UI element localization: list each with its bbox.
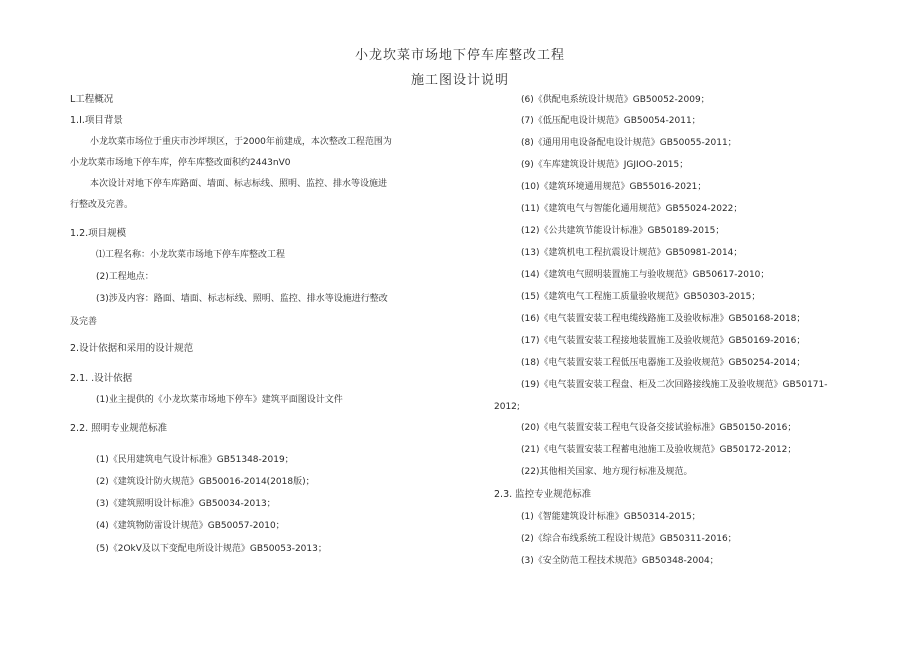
list-item: (7)《低压配电设计规范》GB50054-2011； [521,116,701,126]
list-item: (1)业主提供的《小龙坎菜市场地下停车》建筑平面图设计文件 [96,395,343,405]
document-subtitle: 施工图设计说明 [410,73,509,88]
list-item: (18)《电气装置安装工程低压电器施工及验收规范》GB50254-2014； [521,358,806,368]
list-item: (15)《建筑电气工程施工质量验收规范》GB50303-2015； [521,292,761,302]
list-item: (12)《公共建筑节能设计标准》GB50189-2015； [521,226,725,236]
paragraph-line: 本次设计对地下停车库路面、墙面、标志标线、照明、监控、排水等设施进 [90,179,388,189]
list-item: (14)《建筑电气照明装置施工与验收规范》GB50617-2010； [521,270,770,280]
paragraph-line: 小龙坎菜市场位于重庆市沙坪坝区，于2000年前建成，本次整改工程范围为 [90,137,392,147]
section-heading: L工程概况 [70,94,114,105]
list-item: (3)《建筑照明设计标准》GB50034-2013； [96,499,276,509]
list-item: (13)《建筑机电工程抗震设计规范》GB50981-2014； [521,248,743,258]
list-item: (1)《智能建筑设计标准》GB50314-2015； [521,512,701,522]
list-item: (16)《电气装置安装工程电缆线路施工及验收标准》GB50168-2018； [521,314,806,324]
list-item: (22)其他相关国家、地方现行标准及规范。 [521,467,693,477]
section-heading: 1.2.项目规模 [70,228,127,239]
section-heading: 2.设计依据和采用的设计规范 [70,343,194,354]
list-item: (2)《综合布线系统工程设计规范》GB50311-2016； [521,534,737,544]
list-item: 2012; [494,402,520,412]
list-item: (19)《电气装置安装工程盘、柜及二次回路接线施工及验收规范》GB50171- [521,380,828,390]
list-item: (5)《2OkV及以下变配电所设计规范》GB50053-2013； [96,544,327,554]
list-item: (11)《建筑电气与智能化通用规范》GB55024-2022； [521,204,743,214]
document-title: 小龙坎菜市场地下停车库整改工程 [354,48,565,63]
paragraph-line: 行整改及完善。 [70,200,134,210]
list-item: (20)《电气装置安装工程电气设备交接试验标准》GB50150-2016； [521,423,797,433]
list-item: (17)《电气装置安装工程接地装置施工及验收规范》GB50169-2016； [521,336,806,346]
list-item: (8)《通用用电设备配电设计规范》GB50055-2011； [521,138,737,148]
list-item: (2)《建筑设计防火规范》GB50016-2014(2018版)； [96,477,315,487]
list-item: (21)《电气装置安装工程蓄电池施工及验收规范》GB50172-2012； [521,445,797,455]
section-heading: 2.3. 监控专业规范标准 [494,489,592,500]
list-item: (10)《建筑环境通用规范》GB55016-2021； [521,182,707,192]
list-item: (9)《车库建筑设计规范》JGJIOO-2015； [521,160,689,170]
list-item: (4)《建筑物防雷设计规范》GB50057-2010； [96,521,285,531]
section-heading: 2.2. 照明专业规范标准 [70,423,168,434]
section-heading: 2.1. .设计依据 [70,373,133,384]
list-item: (3)涉及内容：路面、墙面、标志标线、照明、监控、排水等设施进行整改 [96,294,388,304]
section-heading: 1.I.项目背景 [70,115,123,126]
list-item: 及完善 [70,317,98,327]
list-item: (2)工程地点： [96,272,154,282]
paragraph-line: 小龙坎菜市场地下停车库，停车库整改面积约2443nV0 [70,158,291,168]
list-item: (1)《民用建筑电气设计标准》GB51348-2019； [96,455,294,465]
list-item: (6)《供配电系统设计规范》GB50052-2009； [521,95,710,105]
list-item: (3)《安全防范工程技术规范》GB50348-2004； [521,556,719,566]
list-item: ⑴工程名称：小龙坎菜市场地下停车库整改工程 [96,250,286,260]
